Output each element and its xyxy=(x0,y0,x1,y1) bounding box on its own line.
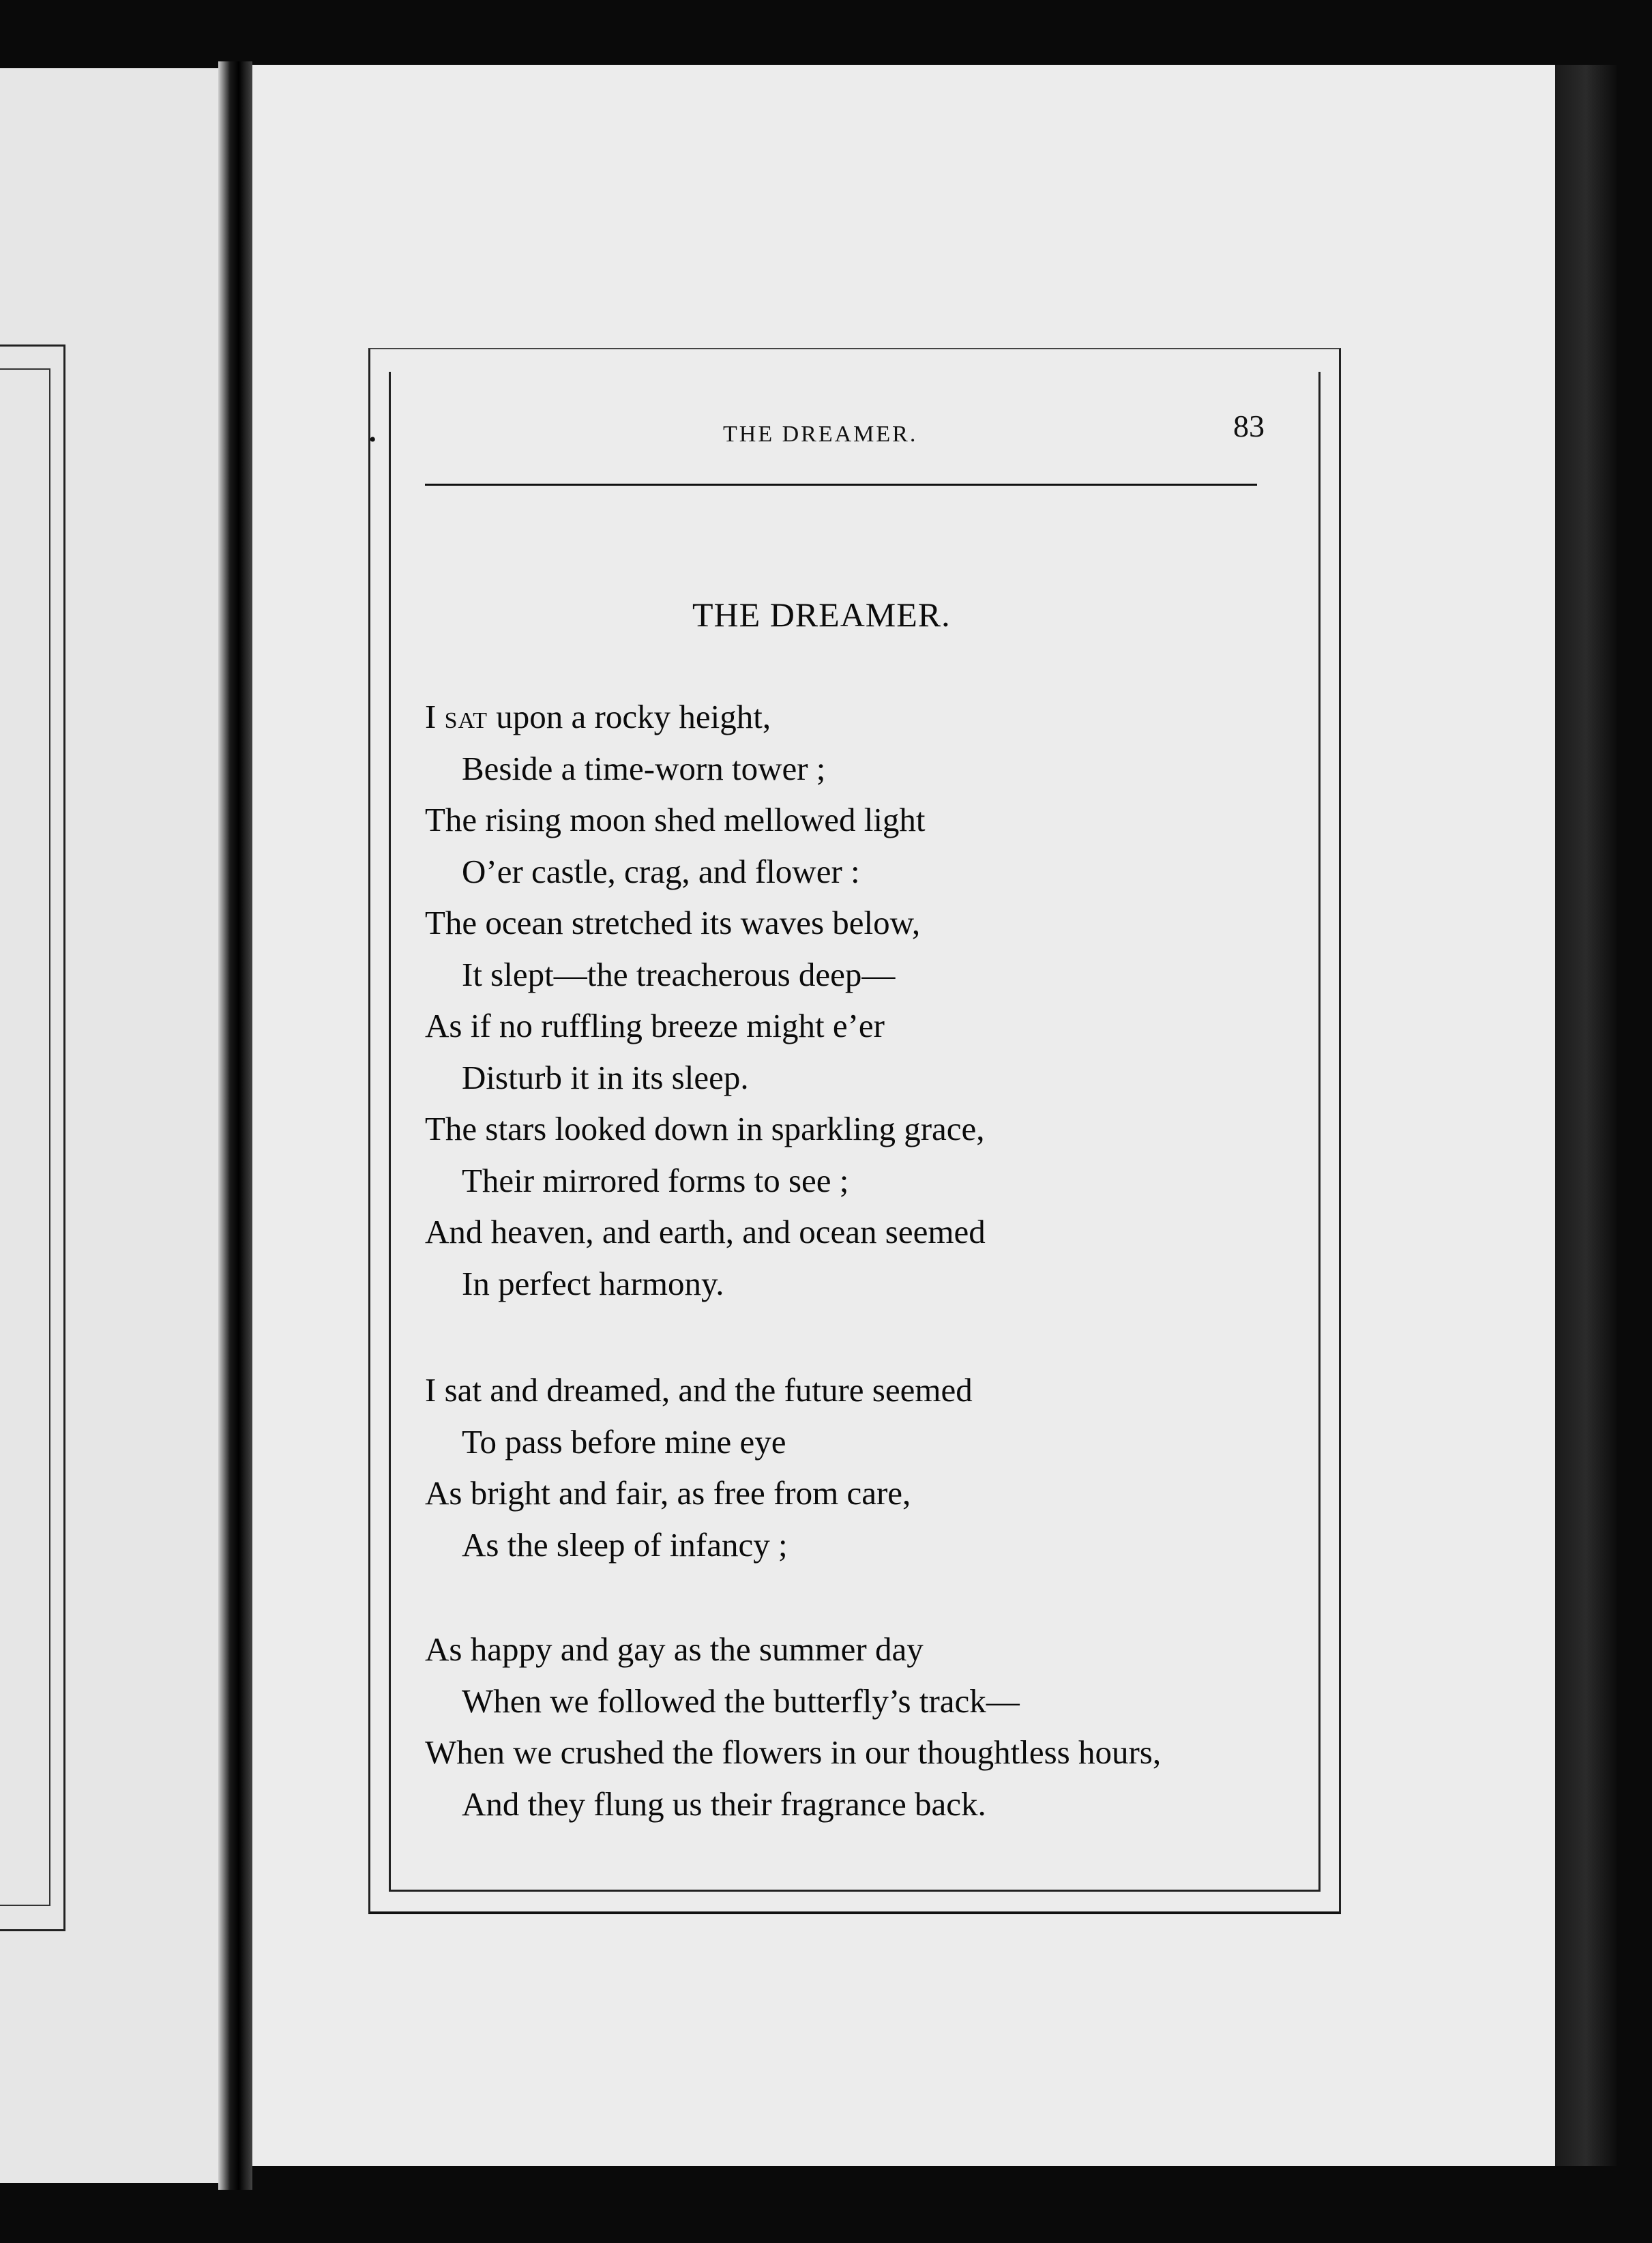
margin-mark: • xyxy=(369,428,377,451)
poem-line: When we followed the butterfly’s track— xyxy=(462,1682,1020,1720)
header-rule xyxy=(425,484,1257,486)
poem-line: In perfect harmony. xyxy=(462,1264,724,1302)
page-edge-shadow xyxy=(1555,65,1617,2166)
poem-line: Their mirrored forms to see ; xyxy=(462,1161,849,1199)
poem-line: The rising moon shed mellowed light xyxy=(425,801,926,838)
book-gutter xyxy=(218,61,252,2190)
poem-line: I sat and dreamed, and the future seemed xyxy=(425,1371,973,1409)
small-caps-word: sat xyxy=(444,698,488,735)
poem-line: As the sleep of infancy ; xyxy=(462,1525,788,1564)
line-remainder: upon a rocky height, xyxy=(488,698,771,735)
poem-line: It slept—the treacherous deep— xyxy=(462,955,896,993)
poem-line: Beside a time-worn tower ; xyxy=(462,749,826,787)
poem-line: O’er castle, crag, and flower : xyxy=(462,852,860,890)
running-head: THE DREAMER. xyxy=(723,422,918,447)
poem-line: As bright and fair, as free from care, xyxy=(425,1474,911,1512)
poem-line: As if no ruffling breeze might e’er xyxy=(425,1007,885,1044)
page-number: 83 xyxy=(1233,409,1265,443)
stanza-2 xyxy=(425,1364,1312,1570)
previous-page-frame-inner xyxy=(0,368,50,1906)
poem-line: As happy and gay as the summer day xyxy=(425,1630,924,1668)
poem-line xyxy=(425,691,1312,743)
poem-line: And heaven, and earth, and ocean seemed xyxy=(425,1213,986,1250)
poem-line: The stars looked down in sparkling grace, xyxy=(425,1110,985,1147)
poem-line: Disturb it in its sleep. xyxy=(462,1058,749,1096)
poem-line: And they flung us their fragrance back. xyxy=(462,1785,986,1823)
stanza-1 xyxy=(425,691,1312,1309)
stanza-3 xyxy=(425,1624,1312,1830)
poem-line: When we crushed the flowers in our thoughtless hours, xyxy=(425,1733,1162,1771)
poem-line: The ocean stretched its waves below, xyxy=(425,904,921,941)
previous-page-edge xyxy=(0,68,218,2183)
poem-title: THE DREAMER. xyxy=(692,596,951,634)
poem-line: To pass before mine eye xyxy=(462,1422,786,1461)
first-word: I xyxy=(425,698,445,735)
